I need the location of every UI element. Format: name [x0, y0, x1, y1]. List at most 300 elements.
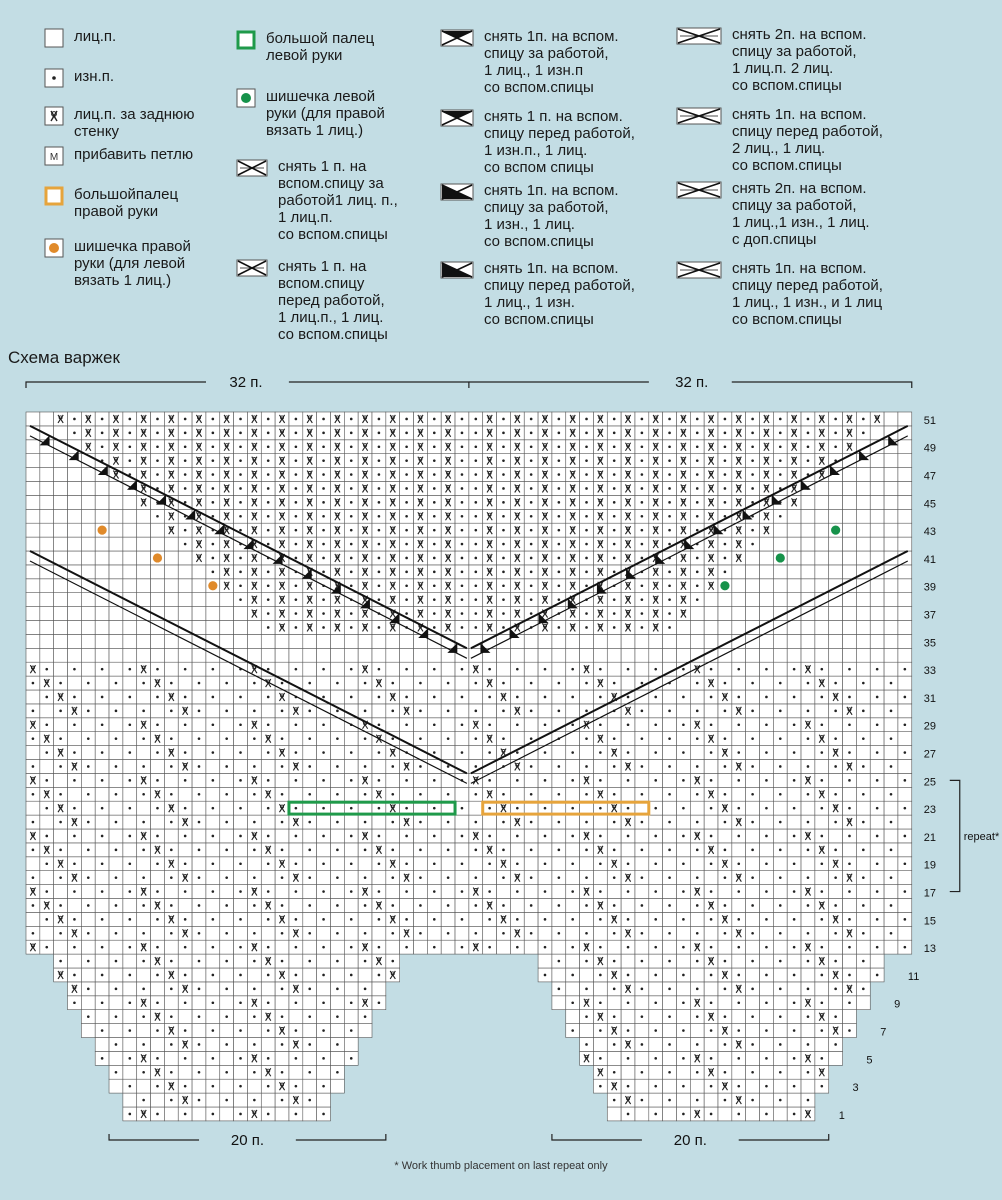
chart-cell [566, 954, 580, 968]
chart-cell [344, 704, 358, 718]
chart-cell [275, 648, 289, 662]
chart-cell [81, 551, 95, 565]
chart-cell [137, 593, 151, 607]
c1f-k2-icon [676, 106, 722, 131]
chart-cell [109, 495, 123, 509]
chart-cell [164, 1051, 178, 1065]
chart-cell [206, 1038, 220, 1052]
chart-cell [261, 1093, 275, 1107]
chart-cell [856, 468, 870, 482]
chart-cell [773, 968, 787, 982]
row-number: 19 [923, 859, 937, 872]
chart-cell [26, 440, 40, 454]
chart-cell [54, 495, 68, 509]
chart-cell [884, 690, 898, 704]
chart-cell [718, 940, 732, 954]
chart-cell [427, 704, 441, 718]
chart-cell [524, 662, 538, 676]
chart-cell [54, 662, 68, 676]
chart-cell [510, 732, 524, 746]
chart-cell [95, 565, 109, 579]
row-number: 43 [923, 526, 937, 539]
row-number: 1 [838, 1109, 845, 1122]
chart-cell [566, 871, 580, 885]
chart-cell [497, 940, 511, 954]
chart-cell [234, 1038, 248, 1052]
chart-cell [676, 815, 690, 829]
chart-cell [40, 760, 54, 774]
chart-cell [856, 912, 870, 926]
chart-cell [317, 982, 331, 996]
chart-cell [898, 412, 912, 426]
chart-cell [109, 1051, 123, 1065]
chart-cell [704, 760, 718, 774]
chart-cell [123, 537, 137, 551]
chart-cell [81, 607, 95, 621]
left-bobble-icon [236, 88, 256, 113]
chart-cell [137, 537, 151, 551]
chart-cell [372, 982, 386, 996]
chart-cell [884, 829, 898, 843]
chart-cell [870, 551, 884, 565]
chart-cell [206, 1093, 220, 1107]
chart-cell [676, 843, 690, 857]
chart-cell [856, 940, 870, 954]
chart-cell [566, 899, 580, 913]
chart-cell [580, 648, 594, 662]
chart-cell [732, 607, 746, 621]
chart-cell [206, 815, 220, 829]
chart-cell [192, 996, 206, 1010]
chart-cell [497, 885, 511, 899]
chart-cell [843, 607, 857, 621]
chart-cell [870, 426, 884, 440]
chart-cell [732, 593, 746, 607]
chart-cell [123, 495, 137, 509]
chart-cell [372, 926, 386, 940]
chart-cell [109, 565, 123, 579]
chart-cell [718, 1051, 732, 1065]
chart-cell [414, 662, 428, 676]
chart-cell [732, 565, 746, 579]
chart-cell [441, 718, 455, 732]
chart-cell [552, 996, 566, 1010]
chart-cell [635, 746, 649, 760]
legend-item-knit [44, 28, 116, 53]
chart-cell [261, 815, 275, 829]
chart-cell [151, 1093, 165, 1107]
chart-cell [898, 495, 912, 509]
chart-cell [81, 593, 95, 607]
chart-cell [690, 634, 704, 648]
chart-cell [718, 885, 732, 899]
chart-cell [164, 537, 178, 551]
chart-cell [455, 704, 469, 718]
chart-cell [68, 537, 82, 551]
chart-cell [109, 690, 123, 704]
chart-cell [206, 954, 220, 968]
chart-cell [815, 926, 829, 940]
chart-cell [330, 634, 344, 648]
chart-cell [95, 509, 109, 523]
chart-cell [760, 1065, 774, 1079]
chart-cell [40, 468, 54, 482]
chart-cell [843, 565, 857, 579]
chart-cell [690, 912, 704, 926]
chart-cell [732, 899, 746, 913]
chart-cell [843, 676, 857, 690]
chart-cell [81, 829, 95, 843]
chart-cell [870, 732, 884, 746]
chart-cell [663, 885, 677, 899]
chart-cell [234, 607, 248, 621]
chart-cell [884, 412, 898, 426]
chart-cell [358, 746, 372, 760]
legend-label: снять 1п. на вспом. спицу перед работой, 1 лиц., 1 изн. со вспом.спицы [484, 260, 635, 328]
chart-cell [593, 1038, 607, 1052]
chart-cell [386, 773, 400, 787]
chart-cell [317, 815, 331, 829]
chart-cell [178, 899, 192, 913]
chart-cell [123, 634, 137, 648]
chart-cell [732, 676, 746, 690]
chart-cell [303, 885, 317, 899]
chart-cell [220, 1051, 234, 1065]
chart-cell [732, 621, 746, 635]
chart-cell [109, 634, 123, 648]
chart-cell [898, 815, 912, 829]
chart-cell [26, 648, 40, 662]
chart-cell [192, 690, 206, 704]
row-number: 25 [923, 776, 937, 789]
chart-cell [621, 1065, 635, 1079]
row-number: 23 [923, 804, 937, 817]
chart-cell [787, 551, 801, 565]
chart-cell [635, 1024, 649, 1038]
chart-cell [801, 1079, 815, 1093]
chart-cell [151, 982, 165, 996]
chart-cell [870, 621, 884, 635]
chart-cell [123, 787, 137, 801]
chart-cell [746, 773, 760, 787]
chart-cell [856, 968, 870, 982]
chart-cell [123, 899, 137, 913]
chart-cell [247, 801, 261, 815]
chart-cell [635, 1051, 649, 1065]
chart-cell [801, 551, 815, 565]
chart-cell [81, 523, 95, 537]
chart-cell [330, 773, 344, 787]
chart-cell [801, 495, 815, 509]
chart-cell [317, 899, 331, 913]
chart-cell [552, 968, 566, 982]
chart-cell [884, 482, 898, 496]
chart-cell [746, 648, 760, 662]
chart-cell [123, 1093, 137, 1107]
chart-cell [538, 787, 552, 801]
chart-cell [206, 871, 220, 885]
chart-cell [621, 954, 635, 968]
chart-cell [676, 954, 690, 968]
chart-cell [856, 718, 870, 732]
chart-cell [123, 1038, 137, 1052]
chart-cell [220, 912, 234, 926]
chart-cell [718, 996, 732, 1010]
chart-cell [68, 843, 82, 857]
chart-cell [856, 551, 870, 565]
chart-cell [261, 760, 275, 774]
chart-cell [843, 523, 857, 537]
chart-cell [289, 634, 303, 648]
chart-cell [552, 829, 566, 843]
chart-cell [621, 843, 635, 857]
chart-cell [746, 912, 760, 926]
chart-cell [773, 662, 787, 676]
chart-cell [856, 537, 870, 551]
chart-cell [192, 1079, 206, 1093]
chart-cell [856, 829, 870, 843]
chart-cell [137, 523, 151, 537]
chart-cell [746, 1079, 760, 1093]
chart-cell [676, 621, 690, 635]
chart-cell [607, 773, 621, 787]
chart-cell [843, 843, 857, 857]
chart-cell [220, 940, 234, 954]
chart-cell [151, 621, 165, 635]
chart-cell [123, 676, 137, 690]
chart-cell [704, 593, 718, 607]
chart-cell [510, 648, 524, 662]
chart-cell [884, 509, 898, 523]
chart-cell [746, 579, 760, 593]
chart-cell [220, 996, 234, 1010]
chart-cell [344, 760, 358, 774]
chart-cell [386, 648, 400, 662]
chart-cell [275, 885, 289, 899]
chart-cell [663, 912, 677, 926]
chart-cell [607, 940, 621, 954]
chart-cell [54, 621, 68, 635]
chart-cell [123, 954, 137, 968]
chart-cell [192, 773, 206, 787]
chart-cell [649, 871, 663, 885]
chart-cell [524, 690, 538, 704]
row-number: 11 [907, 970, 920, 983]
chart-cell [787, 871, 801, 885]
chart-cell [843, 787, 857, 801]
chart-cell [303, 940, 317, 954]
chart-cell [704, 1093, 718, 1107]
chart-cell [884, 912, 898, 926]
chart-cell [884, 579, 898, 593]
chart-cell [870, 704, 884, 718]
chart-cell [455, 676, 469, 690]
chart-cell [137, 801, 151, 815]
chart-cell [109, 607, 123, 621]
chart-cell [109, 718, 123, 732]
chart-cell [663, 1024, 677, 1038]
chart-cell [123, 760, 137, 774]
chart-cell [192, 1051, 206, 1065]
row-number: 33 [923, 665, 937, 678]
chart-cell [303, 1107, 317, 1121]
chart-cell [95, 648, 109, 662]
chart-cell [317, 843, 331, 857]
chart-cell [704, 815, 718, 829]
chart-cell [54, 426, 68, 440]
chart-cell [552, 634, 566, 648]
chart-cell [234, 1093, 248, 1107]
chart-cell [164, 718, 178, 732]
chart-cell [220, 857, 234, 871]
chart-cell [455, 732, 469, 746]
chart-cell [773, 579, 787, 593]
chart-cell [81, 996, 95, 1010]
chart-cell [870, 787, 884, 801]
chart-cell [234, 899, 248, 913]
chart-cell [178, 787, 192, 801]
chart-cell [441, 746, 455, 760]
chart-cell [815, 482, 829, 496]
chart-cell [344, 732, 358, 746]
chart-cell [81, 885, 95, 899]
chart-cell [54, 718, 68, 732]
chart-cell [856, 773, 870, 787]
chart-cell [870, 482, 884, 496]
chart-cell [81, 634, 95, 648]
chart-cell [317, 732, 331, 746]
chart-cell [164, 1107, 178, 1121]
right-thumb-icon [44, 186, 64, 211]
chart-cell [497, 773, 511, 787]
chart-cell [760, 676, 774, 690]
chart-cell [26, 690, 40, 704]
chart-cell [566, 815, 580, 829]
chart-cell [483, 815, 497, 829]
chart-cell [40, 621, 54, 635]
chart-cell [81, 495, 95, 509]
chart-cell [870, 468, 884, 482]
chart-cell [607, 634, 621, 648]
chart-cell [109, 1024, 123, 1038]
chart-cell [123, 579, 137, 593]
chart-cell [801, 690, 815, 704]
chart-cell [524, 829, 538, 843]
chart-cell [275, 662, 289, 676]
chart-cell [718, 662, 732, 676]
chart-cell [815, 523, 829, 537]
chart-cell [220, 801, 234, 815]
chart-cell [206, 899, 220, 913]
row-number: 49 [923, 442, 937, 455]
chart-cell [815, 982, 829, 996]
chart-cell [870, 676, 884, 690]
chart-cell [552, 662, 566, 676]
chart-cell [164, 940, 178, 954]
chart-cell [843, 593, 857, 607]
chart-cell [303, 773, 317, 787]
chart-cell [455, 899, 469, 913]
legend-label: снять 1п. на вспом. спицу за работой, 1 изн., 1 лиц. со вспом.спицы [484, 182, 619, 250]
chart-cell [275, 1107, 289, 1121]
chart-cell [358, 968, 372, 982]
chart-cell [303, 662, 317, 676]
chart-cell [317, 634, 331, 648]
chart-cell [427, 871, 441, 885]
legend-item-right-bobble [44, 238, 191, 289]
chart-cell [773, 1051, 787, 1065]
chart-cell [192, 885, 206, 899]
chart-cell [676, 634, 690, 648]
chart-cell [773, 634, 787, 648]
chart-cell [275, 773, 289, 787]
chart-cell [234, 704, 248, 718]
chart-cell [372, 871, 386, 885]
chart-cell [95, 704, 109, 718]
chart-cell [40, 926, 54, 940]
chart-cell [843, 899, 857, 913]
chart-cell [469, 690, 483, 704]
row-number: 29 [923, 720, 937, 733]
chart-cell [510, 843, 524, 857]
legend-item-c1b-k1p1 [440, 28, 619, 96]
chart-cell [773, 857, 787, 871]
chart-cell [746, 746, 760, 760]
chart-cell [455, 871, 469, 885]
chart-cell [137, 690, 151, 704]
chart-cell [676, 1093, 690, 1107]
chart-cell [164, 773, 178, 787]
chart-cell [746, 829, 760, 843]
chart-cell [746, 1051, 760, 1065]
chart-cell [26, 912, 40, 926]
chart-cell [68, 509, 82, 523]
chart-cell [566, 676, 580, 690]
chart-cell [151, 634, 165, 648]
chart-cell [275, 1051, 289, 1065]
chart-cell [718, 829, 732, 843]
chart-cell [663, 1107, 677, 1121]
chart-cell [95, 495, 109, 509]
chart-cell [635, 648, 649, 662]
chart-cell [746, 593, 760, 607]
chart-cell [192, 648, 206, 662]
chart-cell [663, 996, 677, 1010]
chart-cell [663, 857, 677, 871]
chart-cell [317, 871, 331, 885]
chart-cell [95, 843, 109, 857]
chart-cell [178, 676, 192, 690]
chart-cell [330, 690, 344, 704]
chart-cell [829, 634, 843, 648]
chart-cell [773, 1107, 787, 1121]
chart-cell [787, 509, 801, 523]
chart-cell [95, 732, 109, 746]
chart-cell [787, 843, 801, 857]
chart-cell [843, 468, 857, 482]
chart-cell [815, 607, 829, 621]
chart-cell [856, 482, 870, 496]
chart-cell [538, 760, 552, 774]
chart-cell [123, 982, 137, 996]
chart-cell [898, 537, 912, 551]
chart-cell [746, 885, 760, 899]
legend-item-c1f-k1 [236, 258, 388, 343]
chart-cell [123, 1065, 137, 1079]
chart-cell [344, 787, 358, 801]
chart-cell [54, 773, 68, 787]
chart-cell [54, 509, 68, 523]
